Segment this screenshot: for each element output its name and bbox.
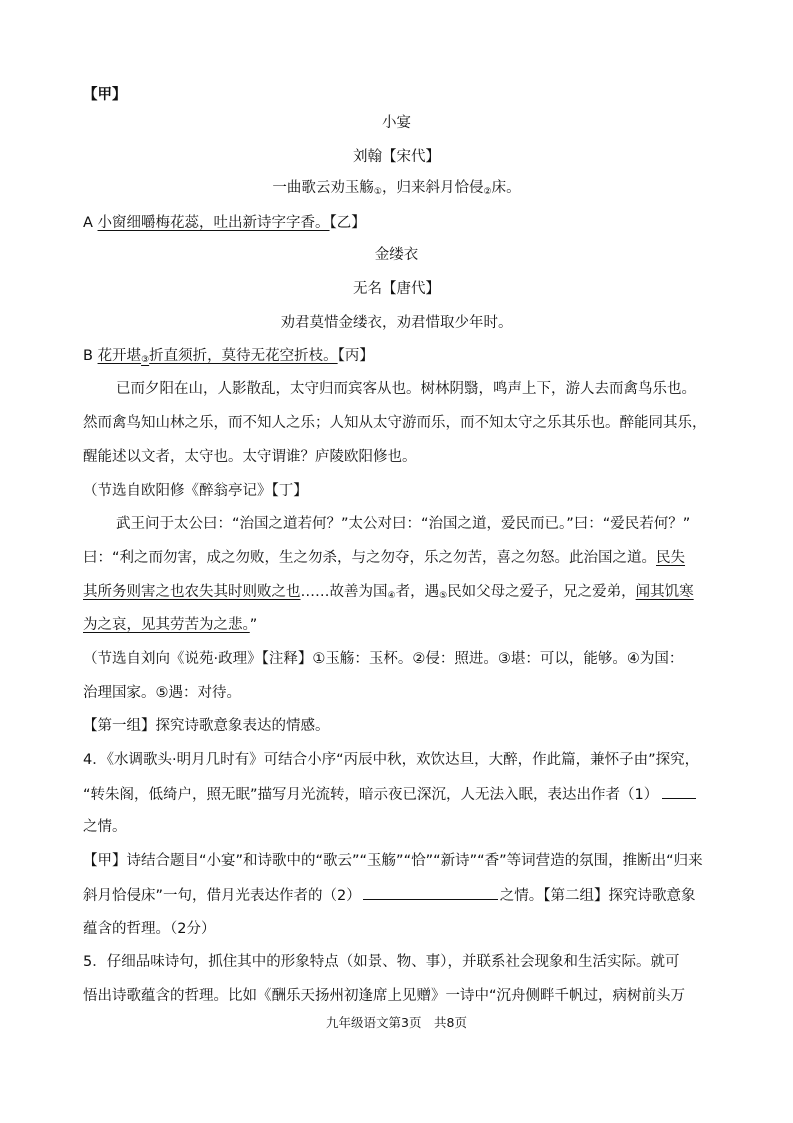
- bing-source: （节选自欧阳修《醉翁亭记》【丁】: [83, 483, 308, 499]
- notes-line-1: （节选自刘向《说苑·政理》【注释】①玉觞：玉杯。②侵：照进。③堪：可以，能够。④为国：: [83, 651, 684, 667]
- q4-line-2: [83, 784, 696, 805]
- section-label-yi: 【乙】: [329, 215, 366, 231]
- ding-line-3-text-c: 民如父母之爱子，兄之爱弟，: [447, 584, 636, 600]
- q4-line-5-text-a: 斜月恰侵床”一句，借月光表达作者的（2）: [83, 888, 361, 904]
- ding-line-4: [83, 615, 257, 635]
- q4-line-6: 蕴含的哲理。（2分）: [83, 921, 216, 937]
- note-ref-1: ①: [373, 187, 382, 197]
- ding-line-3: [83, 582, 694, 606]
- q4-line-5: [83, 885, 696, 906]
- ding-line-4-text: ”: [249, 617, 258, 633]
- ding-line-3-underlined-2: 闻其饥寒: [635, 584, 694, 600]
- poem1-line: [0, 178, 793, 202]
- option-a-prefix: A: [83, 215, 98, 231]
- ding-line-3-text-b: 者，遇: [395, 584, 440, 600]
- note-ref-3: ③: [141, 355, 150, 365]
- note-ref-5: ⑤: [439, 591, 448, 601]
- q5-line-2: 悟出诗歌蕴含的哲理。比如《酬乐天扬州初逢席上见赠》一诗中“沉舟侧畔千帆过，病树前头万: [83, 988, 686, 1004]
- ding-line-3-text-a: ……故善为国: [300, 584, 388, 600]
- answer-blank-2[interactable]: [363, 885, 498, 900]
- ding-line-3-underlined: 其所务则害之也农失其时则败之也: [83, 584, 301, 600]
- q5-line-1: 5．仔细品味诗句，抓住其中的形象特点（如景、物、事），并联系社会现象和生活实际。就可: [83, 954, 680, 970]
- poem2-line: 劝君莫惜金缕衣，劝君惜取少年时。: [280, 315, 513, 331]
- option-b-verse-2: 折直须折，莫待无花空折枝。: [149, 348, 338, 364]
- q4-line-4: 【甲】诗结合题目“小宴”和诗歌中的“歌云”“玉觞”“恰”“新诗”“香”等词营造的氛围，推断出“归来: [83, 853, 703, 869]
- page-footer: 九年级语文第3页 共8页: [326, 1015, 467, 1030]
- q4-line-3: 之情。: [83, 819, 127, 835]
- bing-line-3: 醒能述以文者，太守也。太守谓谁？庐陵欧阳修也。: [83, 449, 417, 465]
- option-b-prefix: B: [83, 348, 98, 364]
- poem1-line-a: 一曲歌云劝玉觞: [272, 180, 374, 196]
- option-a-verse: 小窗细嚼梅花蕊，吐出新诗字字香。: [97, 215, 330, 231]
- poem1-title: 小宴: [382, 115, 411, 131]
- ding-line-2-underlined: 民失: [656, 550, 686, 566]
- option-a-line: [83, 213, 366, 233]
- bing-line-2: 然而禽鸟知山林之乐，而不知人之乐；人知从太守游而乐，而不知太守之乐其乐也。醉能同其乐，: [83, 415, 707, 431]
- note-ref-2: ②: [483, 187, 492, 197]
- poem1-author: 刘翰【宋代】: [353, 149, 440, 165]
- poem2-title: 金缕衣: [374, 247, 419, 263]
- q4-line-1: 4．《水调歌头·明月几时有》可结合小序“丙辰中秋，欢饮达旦，大醉，作此篇，兼怀子由”探究，: [83, 752, 700, 768]
- option-b-verse-1: 花开堪: [97, 348, 142, 364]
- section-label-bing: 【丙】: [337, 348, 374, 364]
- notes-line-2: 治理国家。⑤遇：对待。: [83, 685, 241, 701]
- poem1-line-c: 床。: [491, 180, 521, 196]
- q4-line-5-text-b: 之情。【第二组】探究诗歌意象: [499, 888, 696, 904]
- poem2-author: 无名【唐代】: [353, 281, 440, 297]
- poem1-line-b: ，归来斜月恰侵: [382, 180, 484, 196]
- answer-blank-1[interactable]: [662, 784, 696, 799]
- option-b-line: [83, 346, 374, 370]
- ding-line-2: [83, 548, 685, 568]
- note-ref-4: ④: [387, 591, 396, 601]
- ding-line-1: 武王问于太公曰：“治国之道若何？”太公对曰：“治国之道，爱民而已。”曰：“爱民若何？”: [116, 516, 691, 532]
- q4-line-2-text: “转朱阁，低绮户，照无眠”描写月光流转，暗示夜已深沉，人无法入眠，表达出作者（1）: [83, 787, 659, 803]
- ding-line-2-text: 曰：“利之而勿害，成之勿败，生之勿杀，与之勿夺，乐之勿苦，喜之勿怒。此治国之道。: [83, 550, 657, 566]
- ding-line-4-underlined: 为之哀，见其劳苦为之悲。: [83, 617, 250, 633]
- group-1-heading: 【第一组】探究诗歌意象表达的情感。: [83, 718, 330, 734]
- section-label-jia: 【甲】: [83, 87, 127, 103]
- bing-line-1: 已而夕阳在山，人影散乱，太守归而宾客从也。树林阴翳，鸣声上下，游人去而禽鸟乐也。: [116, 381, 696, 397]
